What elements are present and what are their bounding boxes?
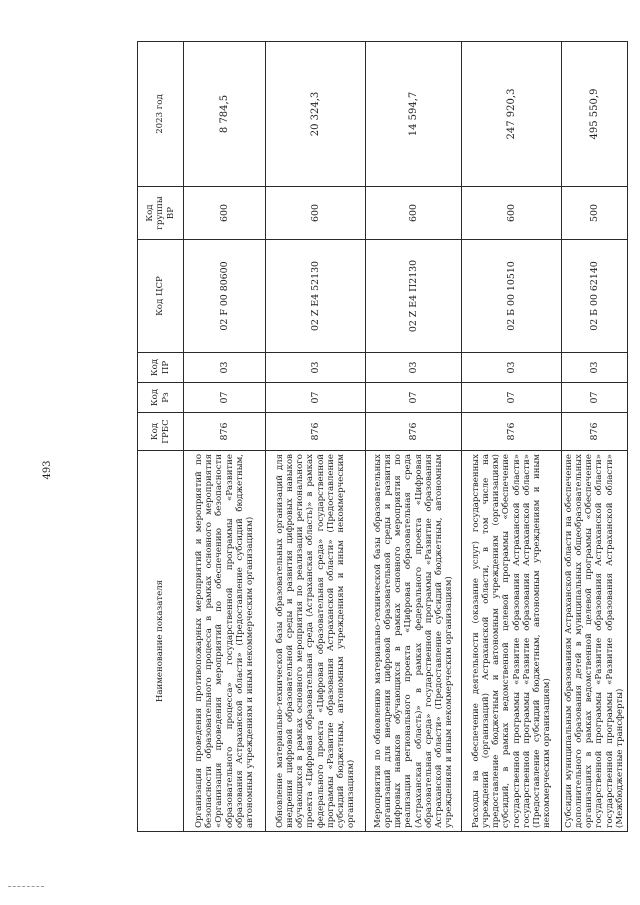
- table-row: [562, 42, 628, 832]
- row-name: Субсидии муниципальным образованиям Астраханской области на обеспечение дополнительного образования детей в муниципальных общеобразовательных организациях в рамках ведомственной целевой программы «Обеспечение государственной программы «Развитие образования Астраханской области» государственной программы «Развитие образования Астраханской области» (Межбюджетные трансферты): [562, 451, 628, 832]
- row-vr: 600: [366, 187, 462, 240]
- budget-table: [137, 41, 628, 832]
- header-vr: Код группы ВР: [138, 187, 184, 240]
- row-rz: 07: [562, 383, 628, 413]
- table-row: [462, 42, 562, 832]
- row-amount: 8 784,5: [184, 42, 266, 187]
- row-pr: 03: [366, 353, 462, 383]
- row-pr: 03: [266, 353, 366, 383]
- row-vr: 600: [266, 187, 366, 240]
- row-name: Мероприятия по обновлению материально-технической базы образовательных организаций для внедрения цифровой образовательной среды и развития цифровых навыков обучающихся в рамках основного мероприятия по реализации регионального проекта «Цифровая образовательная среда (Астраханская область)» в рамках федерального проекта «Цифровая образовательная среда» государственной программы «Развитие образования Астраханской области» (Предоставление субсидий бюджетным, автономным учреждениям и иным некоммерческим организациям): [366, 451, 462, 832]
- row-name: Организация проведения противопожарных мероприятий и мероприятий по безопасности образовательного процесса в рамках основного мероприятия «Организация проведения мероприятий по обеспечению безопасности образовательного процесса» государственной программы «Развитие образования Астраханской области» (Предоставление субсидий бюджетным, автономным учреждениям и иным некоммерческим организациям): [184, 451, 266, 832]
- row-grbs: 876: [184, 413, 266, 451]
- row-csr: 02 F 00 80600: [184, 240, 266, 353]
- row-rz: 07: [366, 383, 462, 413]
- row-pr: 03: [462, 353, 562, 383]
- row-amount: 14 594,7: [366, 42, 462, 187]
- row-rz: 07: [266, 383, 366, 413]
- row-name: Расходы на обеспечение деятельности (оказание услуг) государственных учреждений (организаций) Астраханской области, в том числе на предоставление бюджетным и автономным учреждениям (организациям) субсидий, в рамках ведомственной целевой программы «Обеспечение государственной программы «Развитие образования Астраханской области» государственной программы «Развитие образования Астраханской области» (Предоставление субсидий бюджетным, автономным учреждениям и иным некоммерческим организациям): [462, 451, 562, 832]
- row-pr: 03: [562, 353, 628, 383]
- row-csr: 02 Б 00 10510: [462, 240, 562, 353]
- row-name: Обновление материально-технической базы образовательных организаций для внедрения цифровой образовательной среды и развития цифровых навыков обучающихся в рамках основного мероприятия по реализации регионального проекта «Цифровая образовательная среда (Астраханская область)» в рамках федерального проекта «Цифровая образовательная среда» государственной программы «Развитие образования Астраханской области» (Предоставление субсидий бюджетным, автономным учреждениям и иным некоммерческим организациям): [266, 451, 366, 832]
- row-pr: 03: [184, 353, 266, 383]
- row-csr: 02 Z E4 52130: [266, 240, 366, 353]
- row-vr: 600: [462, 187, 562, 240]
- row-csr: 02 Б 00 62140: [562, 240, 628, 353]
- page-number: 493: [42, 460, 53, 480]
- row-grbs: 876: [562, 413, 628, 451]
- row-csr: 02 Z E4 П2130: [366, 240, 462, 353]
- row-amount: 20 324,3: [266, 42, 366, 187]
- row-grbs: 876: [462, 413, 562, 451]
- rotated-table-wrapper: [137, 42, 625, 832]
- row-grbs: 876: [366, 413, 462, 451]
- row-amount: 495 550,9: [562, 42, 628, 187]
- header-name: Наименование показателя: [138, 451, 184, 832]
- row-rz: 07: [462, 383, 562, 413]
- row-vr: 600: [184, 187, 266, 240]
- row-amount: 247 920,3: [462, 42, 562, 187]
- row-vr: 500: [562, 187, 628, 240]
- header-csr: Код ЦСР: [138, 240, 184, 353]
- table-row: [266, 42, 366, 832]
- table-header-row: [138, 42, 184, 832]
- table-row: [184, 42, 266, 832]
- scan-edge-mark: [8, 886, 44, 888]
- header-year: 2023 год: [138, 42, 184, 187]
- header-rz: Код Рз: [138, 383, 184, 413]
- table-row: [366, 42, 462, 832]
- row-rz: 07: [184, 383, 266, 413]
- row-grbs: 876: [266, 413, 366, 451]
- header-grbs: Код ГРБС: [138, 413, 184, 451]
- header-pr: Код ПР: [138, 353, 184, 383]
